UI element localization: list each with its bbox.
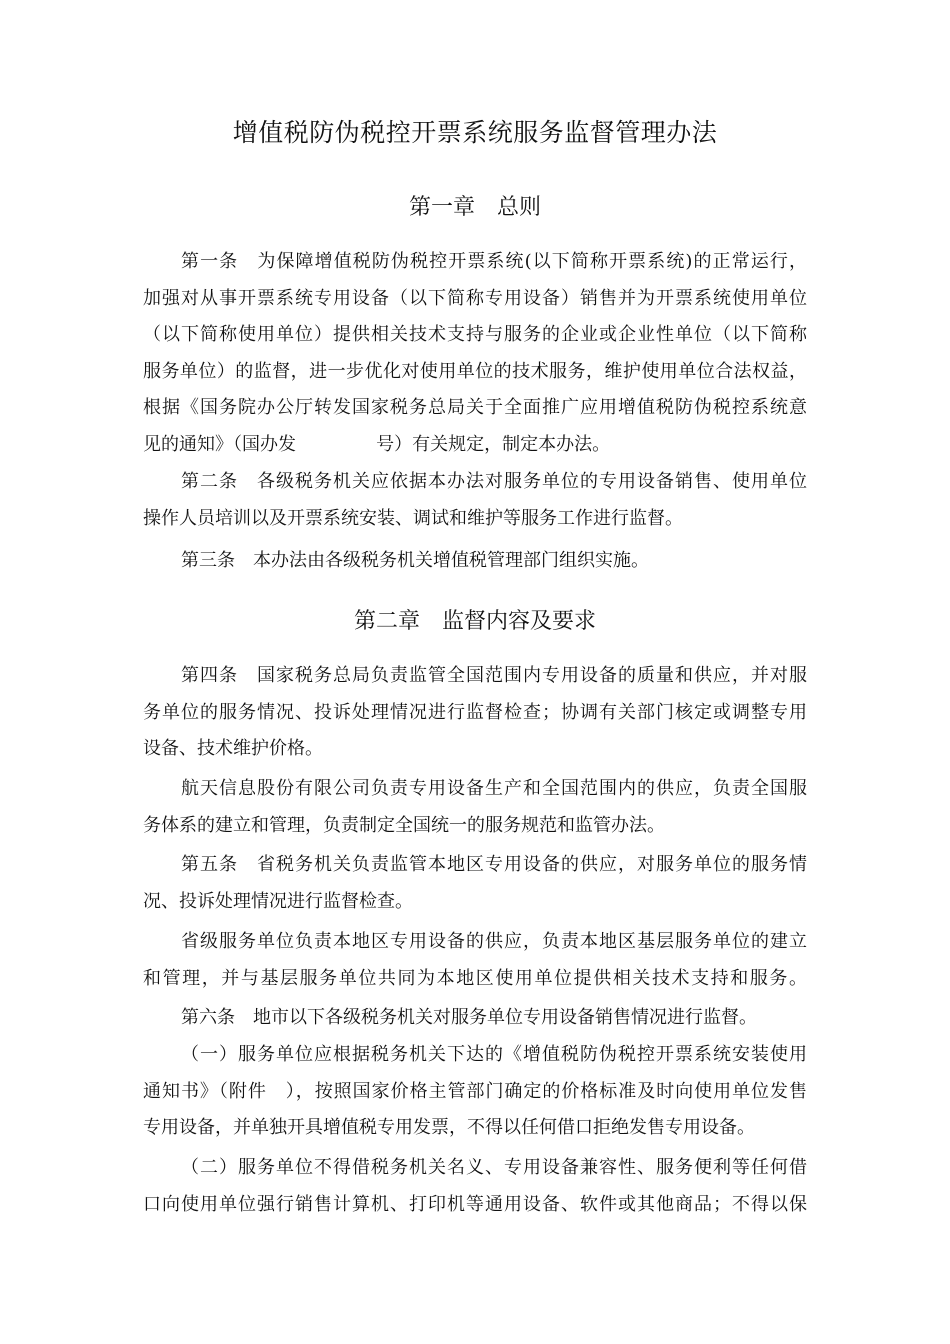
article-2 <box>143 464 807 537</box>
article-4-paragraph-2-line: 务体系的建立和管理，负责制定全国统一的服务规范和监管办法。 <box>143 814 665 836</box>
article-3-line: 第三条 本办法由各级税务机关增值税管理部门组织实施。 <box>181 550 649 571</box>
article-1-line: 加强对从事开票系统专用设备（以下简称专用设备）销售并为开票系统使用单位 <box>143 287 807 309</box>
article-6-item-1-line: 专用设备，并单独开具增值税专用发票，不得以任何借口拒绝发售专用设备。 <box>143 1117 755 1138</box>
article-4 <box>143 658 807 768</box>
chapter-1-heading: 第一章 总则 <box>408 195 541 220</box>
article-3 <box>143 543 807 580</box>
document-title: 增值税防伪税控开票系统服务监督管理办法 <box>232 118 718 147</box>
article-6-item-1 <box>143 1037 807 1147</box>
article-6-item-1-line: 通知书》（附件 ），按照国家价格主管部门确定的价格标准及时向使用单位发售 <box>143 1080 807 1102</box>
article-1-line: 第一条 为保障增值税防伪税控开票系统(以下简称开票系统)的正常运行， <box>181 251 807 272</box>
article-5-paragraph-2 <box>143 924 807 997</box>
article-6-item-1-line: （一）服务单位应根据税务机关下达的《增值税防伪税控开票系统安装使用 <box>181 1044 807 1065</box>
article-1-line: （以下简称使用单位）提供相关技术支持与服务的企业或企业性单位（以下简称 <box>143 324 807 345</box>
article-1-line: 服务单位）的监督，进一步优化对使用单位的技术服务，维护使用单位合法权益， <box>143 360 807 382</box>
article-4-line: 第四条 国家税务总局负责监管全国范围内专用设备的质量和供应，并对服 <box>181 665 807 686</box>
article-5-paragraph-2-line: 和管理，并与基层服务单位共同为本地区使用单位提供相关技术支持和服务。 <box>143 967 807 989</box>
article-1-line-part: 号）有关规定，制定本办法。 <box>376 433 611 455</box>
article-6-item-2 <box>143 1150 807 1223</box>
article-6-line: 第六条 地市以下各级税务机关对服务单位专用设备销售情况进行监督。 <box>181 1007 757 1028</box>
article-1 <box>143 244 807 463</box>
article-1-line-last <box>143 427 807 464</box>
blank-gap <box>296 434 376 455</box>
article-2-line: 第二条 各级税务机关应依据本办法对服务单位的专用设备销售、使用单位 <box>181 471 807 492</box>
article-4-paragraph-2-line: 航天信息股份有限公司负责专用设备生产和全国范围内的供应，负责全国服 <box>181 778 807 799</box>
article-5-line: 况、投诉处理情况进行监督检查。 <box>143 890 413 912</box>
article-6-item-2-line: （二）服务单位不得借税务机关名义、专用设备兼容性、服务便利等任何借 <box>181 1157 807 1178</box>
article-6-item-2-line: 口向使用单位强行销售计算机、打印机等通用设备、软件或其他商品；不得以保 <box>143 1193 807 1215</box>
article-6 <box>143 1000 807 1037</box>
article-5-paragraph-2-line: 省级服务单位负责本地区专用设备的供应，负责本地区基层服务单位的建立 <box>181 931 807 952</box>
chapter-2-heading: 第二章 监督内容及要求 <box>353 609 596 634</box>
article-4-line: 设备、技术维护价格。 <box>143 738 323 759</box>
article-4-line: 务单位的服务情况、投诉处理情况进行监督检查；协调有关部门核定或调整专用 <box>143 701 807 723</box>
article-4-paragraph-2 <box>143 771 807 844</box>
article-5-line: 第五条 省税务机关负责监管本地区专用设备的供应，对服务单位的服务情 <box>181 854 807 875</box>
article-1-line-part: 见的通知》（国办发 <box>143 433 296 455</box>
article-2-line: 操作人员培训以及开票系统安装、调试和维护等服务工作进行监督。 <box>143 507 683 529</box>
article-1-line: 根据《国务院办公厅转发国家税务总局关于全面推广应用增值税防伪税控系统意 <box>143 397 807 418</box>
article-5 <box>143 847 807 920</box>
